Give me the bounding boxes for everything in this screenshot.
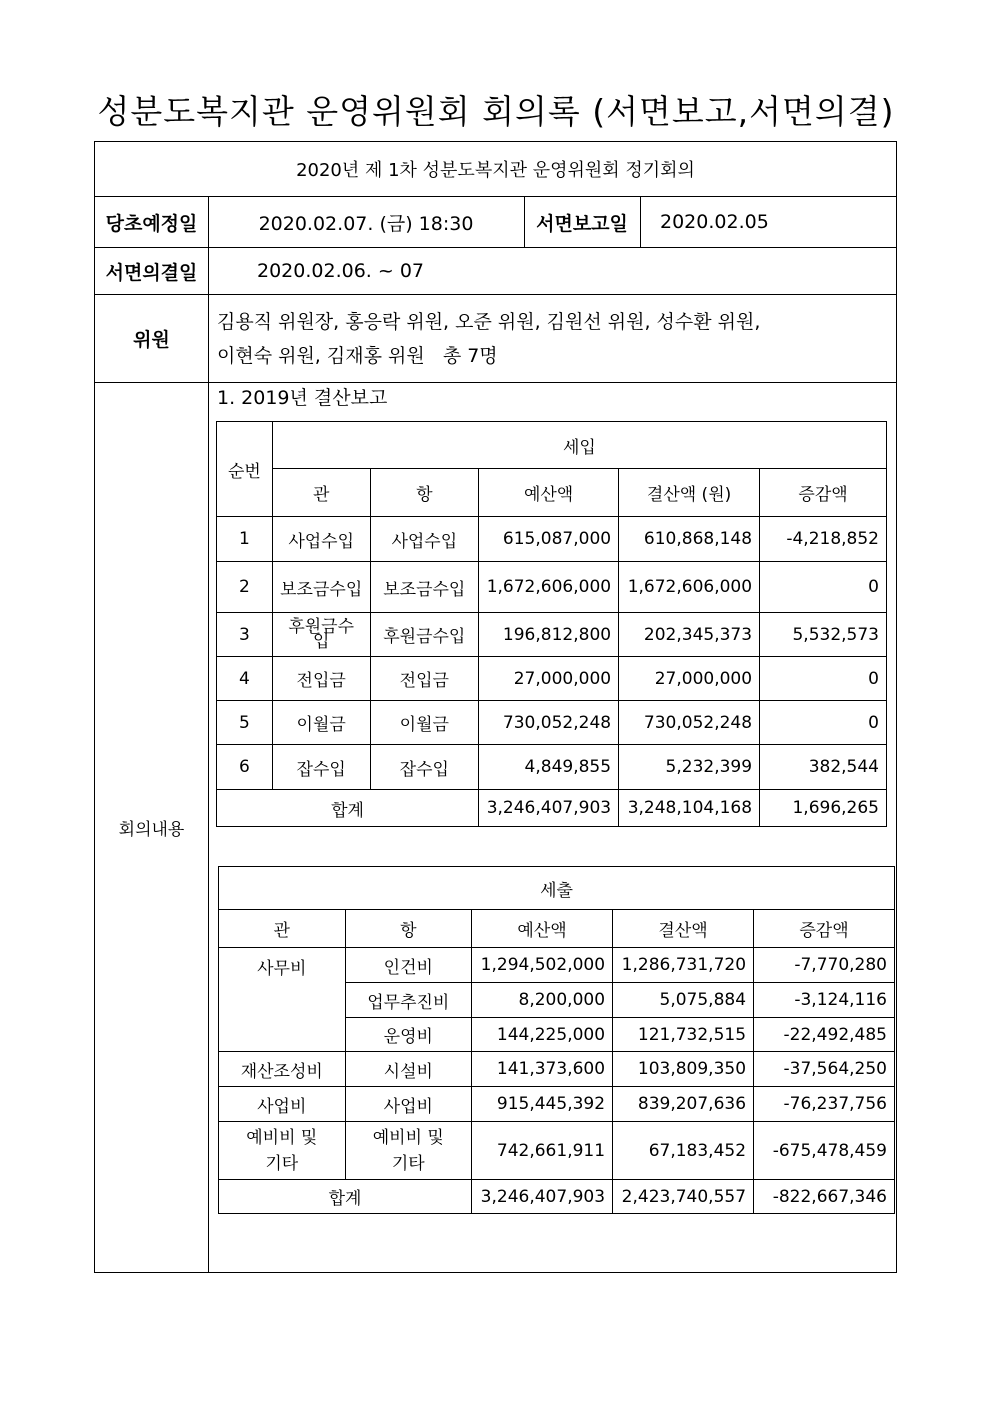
resolution-date-label: 서면의결일: [105, 261, 198, 284]
expense-total-row: [219, 1180, 895, 1214]
row-diff: -675,478,459: [754, 1122, 895, 1180]
table-row: [217, 701, 887, 745]
row-diff: 0: [760, 701, 887, 745]
content-label: 회의내용: [118, 820, 185, 840]
members-line-2: 이현숙 위원, 김재홍 위원 총 7명: [217, 344, 498, 367]
meeting-row: [95, 142, 896, 197]
col-header-settled: 결산액: [613, 910, 754, 948]
income-table: [216, 421, 887, 827]
row-settled: 730,052,248: [619, 701, 760, 745]
row-diff: -22,492,485: [754, 1018, 895, 1052]
row-gwan: 전입금: [272, 657, 370, 701]
row-diff: 0: [760, 562, 887, 613]
row-settled: 27,000,000: [619, 657, 760, 701]
total-diff: -822,667,346: [754, 1180, 895, 1214]
planned-date-value: 2020.02.07. (금) 18:30: [258, 212, 474, 235]
row-budget: 915,445,392: [472, 1087, 613, 1122]
row-hang: 사업비: [345, 1087, 472, 1122]
table-row: [219, 1087, 895, 1122]
col-header-budget: 예산액: [472, 910, 613, 948]
reserve-hang-line1: 예비비 및: [372, 1127, 444, 1148]
total-settled: 2,423,740,557: [613, 1180, 754, 1214]
table-row: [217, 657, 887, 701]
row-diff: 382,544: [760, 745, 887, 790]
total-label: 합계: [217, 790, 479, 827]
row-gwan: 이월금: [272, 701, 370, 745]
row-budget: 4,849,855: [479, 745, 619, 790]
row-diff: -4,218,852: [760, 517, 887, 562]
row-budget: 141,373,600: [472, 1052, 613, 1087]
row-gwan: 재산조성비: [219, 1052, 346, 1087]
row-budget: 196,812,800: [479, 613, 619, 657]
table-row: [217, 562, 887, 613]
total-label: 합계: [219, 1180, 472, 1214]
row-no: 6: [217, 745, 273, 790]
document-title: 성분도복지관 운영위원회 회의록 (서면보고,서면의결): [97, 92, 895, 131]
row-hang: 운영비: [345, 1018, 472, 1052]
members-label: 위원: [133, 329, 170, 351]
row-settled: 1,286,731,720: [613, 948, 754, 983]
row-hang-reserve: [345, 1122, 472, 1180]
col-header-hang: 항: [370, 469, 479, 517]
total-budget: 3,246,407,903: [479, 790, 619, 827]
row-hang: 업무추진비: [345, 983, 472, 1018]
row-budget: 1,672,606,000: [479, 562, 619, 613]
row-diff: 5,532,573: [760, 613, 887, 657]
col-header-gwan: 관: [219, 910, 346, 948]
col-header-diff: 증감액: [760, 469, 887, 517]
col-header-gwan: 관: [272, 469, 370, 517]
total-settled: 3,248,104,168: [619, 790, 760, 827]
expense-table: [218, 866, 895, 1214]
row-settled: 5,075,884: [613, 983, 754, 1018]
income-group-header-row: [217, 422, 887, 469]
expense-group-header-row: [219, 867, 895, 910]
row-settled: 103,809,350: [613, 1052, 754, 1087]
row-settled: 1,672,606,000: [619, 562, 760, 613]
report-date-label: 서면보고일: [536, 212, 628, 235]
row-budget: 27,000,000: [479, 657, 619, 701]
row-gwan: 보조금수입: [272, 562, 370, 613]
row-no: 4: [217, 657, 273, 701]
row-gwan: 잡수입: [272, 745, 370, 790]
row-diff: 0: [760, 657, 887, 701]
row-settled: 67,183,452: [613, 1122, 754, 1180]
reserve-gwan-line1: 예비비 및: [246, 1127, 318, 1148]
row-gwan: 후원금수입: [272, 613, 370, 657]
meeting-name: 2020년 제 1차 성분도복지관 운영위원회 정기회의: [296, 160, 695, 181]
resolution-row: [95, 248, 896, 295]
row-no: 1: [217, 517, 273, 562]
row-settled: 202,345,373: [619, 613, 760, 657]
planned-date-label: 당초예정일: [105, 212, 198, 235]
reserve-gwan-line2: 기타: [265, 1153, 299, 1174]
row-hang: 전입금: [370, 657, 479, 701]
row-gwan: 사업비: [219, 1087, 346, 1122]
row-budget: 8,200,000: [472, 983, 613, 1018]
income-header-row: [217, 469, 887, 517]
row-budget: 730,052,248: [479, 701, 619, 745]
col-header-budget: 예산액: [479, 469, 619, 517]
total-budget: 3,246,407,903: [472, 1180, 613, 1214]
section-title: 1. 2019년 결산보고: [217, 387, 388, 409]
row-hang: 사업수입: [370, 517, 479, 562]
table-row: [217, 613, 887, 657]
row-diff: -76,237,756: [754, 1087, 895, 1122]
row-gwan: 사업수입: [272, 517, 370, 562]
expense-header-row: [219, 910, 895, 948]
row-settled: 610,868,148: [619, 517, 760, 562]
table-row: [219, 1122, 895, 1180]
row-hang: 이월금: [370, 701, 479, 745]
table-row: [217, 745, 887, 790]
row-budget: 742,661,911: [472, 1122, 613, 1180]
row-diff: -7,770,280: [754, 948, 895, 983]
members-row: [95, 295, 896, 383]
income-total-row: [217, 790, 887, 827]
col-header-diff: 증감액: [754, 910, 895, 948]
total-diff: 1,696,265: [760, 790, 887, 827]
row-budget: 144,225,000: [472, 1018, 613, 1052]
income-group-header: 세입: [272, 422, 886, 469]
expense-group-header: 세출: [219, 867, 895, 910]
members-line-1: 김용직 위원장, 홍응락 위원, 오준 위원, 김원선 위원, 성수환 위원,: [217, 310, 761, 333]
row-no: 2: [217, 562, 273, 613]
col-header-hang: 항: [345, 910, 472, 948]
col-header-settled: 결산액 (원): [619, 469, 760, 517]
row-hang: 인건비: [345, 948, 472, 983]
expense-gwan-office: 사무비: [219, 948, 346, 1052]
row-diff: -37,564,250: [754, 1052, 895, 1087]
row-hang: 후원금수입: [370, 613, 479, 657]
row-hang: 시설비: [345, 1052, 472, 1087]
table-row: [217, 517, 887, 562]
resolution-date-value: 2020.02.06. ~ 07: [257, 260, 425, 282]
row-hang: 보조금수입: [370, 562, 479, 613]
row-settled: 121,732,515: [613, 1018, 754, 1052]
row-gwan-reserve: [219, 1122, 346, 1180]
row-no: 3: [217, 613, 273, 657]
report-date-value: 2020.02.05: [660, 211, 769, 233]
row-settled: 839,207,636: [613, 1087, 754, 1122]
row-diff: -3,124,116: [754, 983, 895, 1018]
row-budget: 615,087,000: [479, 517, 619, 562]
table-row: [219, 948, 895, 983]
date-row: [95, 197, 896, 248]
row-no: 5: [217, 701, 273, 745]
minutes-frame: [94, 141, 897, 1273]
table-row: [219, 1052, 895, 1087]
reserve-hang-line2: 기타: [391, 1153, 425, 1174]
income-no-header: 순번: [217, 422, 273, 517]
row-hang: 잡수입: [370, 745, 479, 790]
row-settled: 5,232,399: [619, 745, 760, 790]
row-budget: 1,294,502,000: [472, 948, 613, 983]
members-list: [217, 295, 888, 382]
